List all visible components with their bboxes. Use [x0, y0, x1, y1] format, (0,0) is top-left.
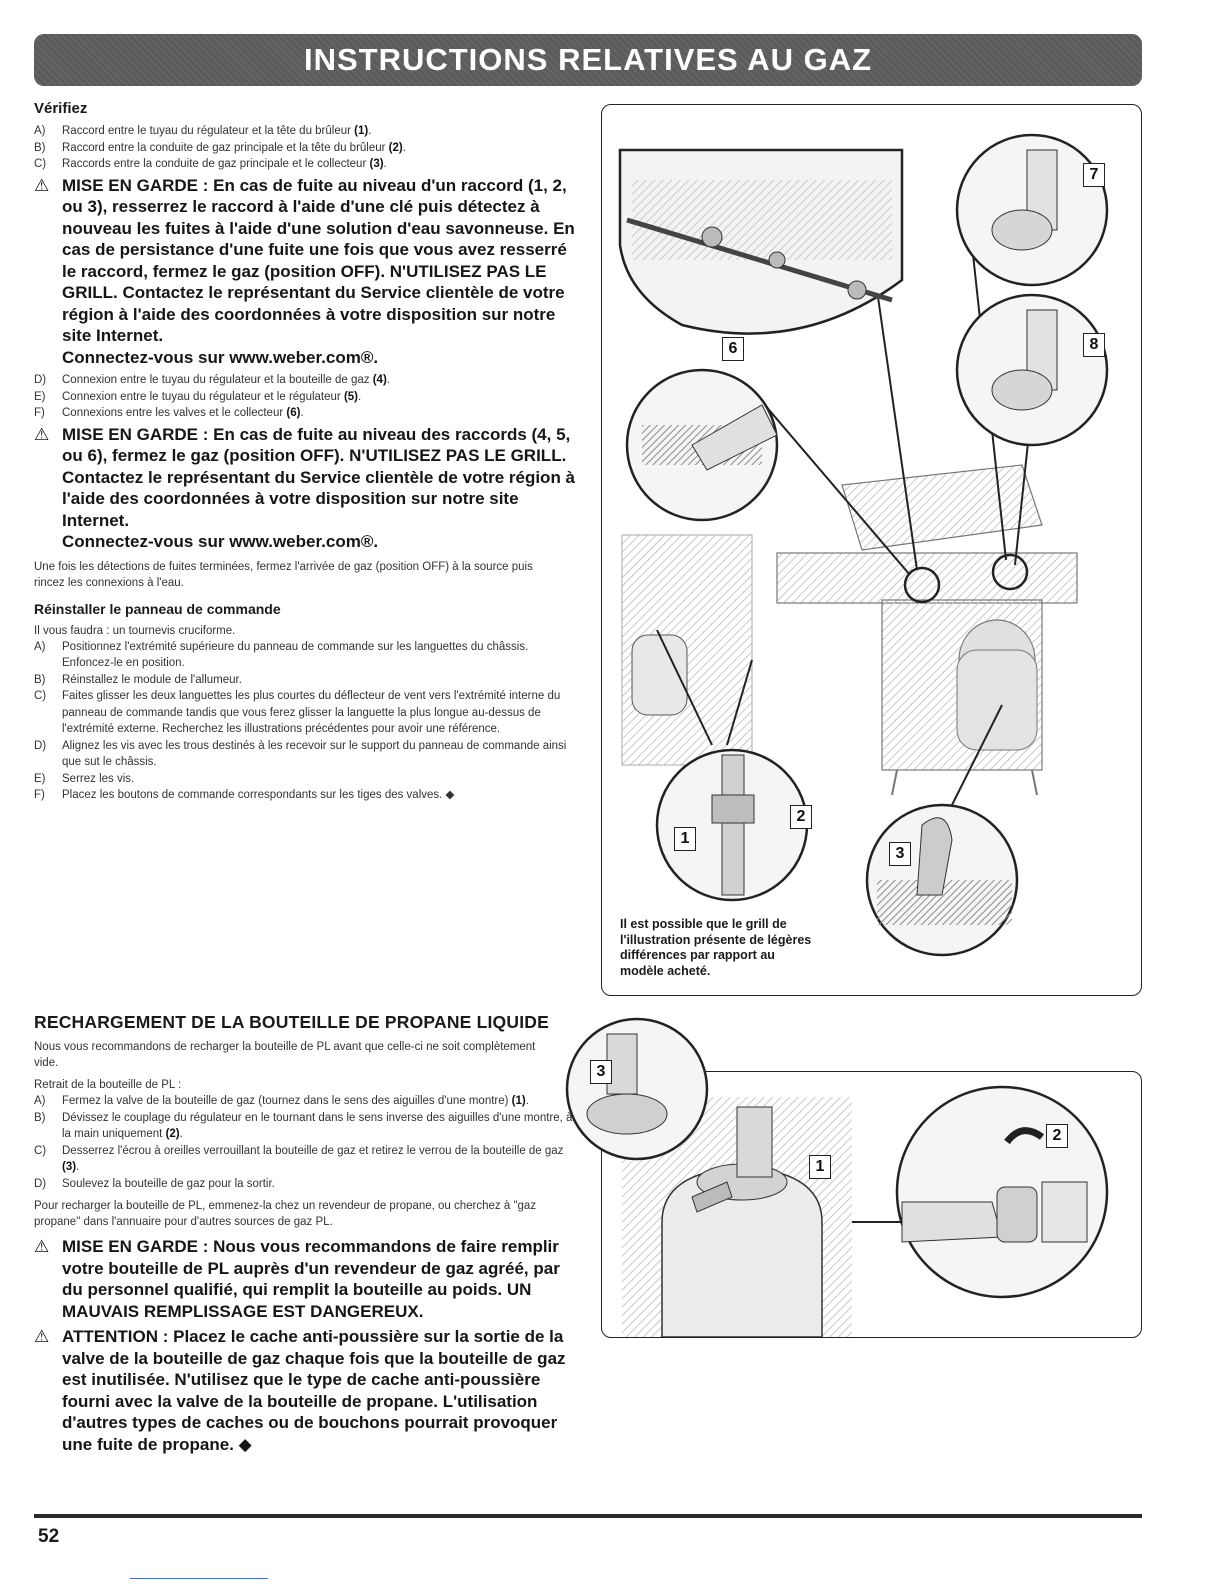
attention-text: ATTENTION : Placez le cache anti-poussière sur la sortie de la valve de la bouteille de gaz chaque fois que la bouteille de gaz est inutilisée. N'utilisez que le type de cache anti-poussière fourni avec la valve de la bouteille de propane. L'utilisation d'autres types de caches ou de bouchons pourrait provoquer une fuite de propane. ◆ — [62, 1327, 566, 1454]
item-letter: E) — [34, 390, 46, 403]
detail-circle-manifold-connection — [867, 805, 1017, 955]
warning-icon: ⚠ — [34, 1327, 50, 1346]
weber-link[interactable]: Connectez-vous sur www.weber.com®. — [62, 532, 379, 551]
reinstall-intro: Il vous faudra : un tournevis cruciforme. — [34, 624, 236, 637]
list-item — [34, 140, 582, 157]
item-letter: D) — [34, 374, 47, 386]
item-letter: B) — [34, 673, 46, 686]
item-ref: (1) — [354, 125, 369, 137]
after-check-text: Une fois les détections de fuites terminées, fermez l'arrivée de gaz (position OFF) à la source puis rincez les connexions à l'eau. — [34, 560, 533, 589]
dealer-text: Pour recharger la bouteille de PL, emmenez-la chez un revendeur de propane, ou cherchez à "gaz propane" dans l'annuaire pour d'autres sources de gaz PL. — [34, 1200, 537, 1228]
warning-block-1 — [34, 175, 577, 369]
item-letter: D) — [34, 1177, 47, 1190]
callout-1-bottom: 1 — [809, 1155, 831, 1179]
item-letter: A) — [34, 640, 46, 653]
figure-caption: Il est possible que le grill de l'illustration présente de légères différences par rapport au modèle acheté. — [620, 917, 812, 978]
warning-icon: ⚠ — [34, 175, 50, 195]
item-text: Serrez les vis. — [62, 772, 135, 785]
item-letter: F) — [34, 407, 45, 419]
leak-check-figure — [601, 104, 1142, 996]
item-letter: C) — [34, 690, 47, 702]
detail-circle-hose-connection — [657, 750, 807, 900]
callout-6: 6 — [722, 337, 744, 361]
item-ref: (5) — [343, 390, 358, 403]
warning-text: MISE EN GARDE : En cas de fuite au niveau d'un raccord (1, 2, ou 3), resserrez le raccord à l'aide d'une clé puis détectez à nouveau les fuites à l'aide d'une solution d'eau savonneuse. En cas de persistance d'une fuite une fois que vous avez resserré le raccord, fermez le gaz (position OFF). N'UTILISEZ PAS LE GRILL. Contactez le représentant du Service clientèle de votre région à l'aide des coordonnées à votre disposition sur notre site Internet. — [62, 175, 575, 345]
item-text: Connexion entre le tuyau du régulateur et le régulateur — [62, 390, 344, 403]
item-end: . — [300, 407, 304, 419]
reinstall-list — [34, 639, 574, 804]
item-end: . — [358, 390, 362, 403]
removal-heading: Retrait de la bouteille de PL : — [34, 1079, 182, 1091]
item-end: . — [386, 374, 390, 386]
item-letter: B) — [34, 141, 46, 154]
list-item — [34, 688, 574, 738]
refill-section — [34, 1012, 579, 1459]
item-end: . — [368, 125, 372, 137]
list-item — [34, 372, 582, 389]
item-text: Desserrez l'écrou à oreilles verrouillant la bouteille de gaz et retirez le verrou de la bouteille de gaz — [62, 1144, 564, 1157]
item-letter: C) — [34, 1144, 47, 1157]
item-letter: E) — [34, 772, 46, 785]
list-item — [34, 405, 582, 422]
item-text: Raccord entre la conduite de gaz principale et la tête du brûleur — [62, 141, 389, 154]
item-letter: D) — [34, 739, 47, 752]
removal-list — [34, 1093, 579, 1192]
footer-rule — [34, 1514, 1142, 1518]
reinstall-heading: Réinstaller le panneau de commande — [34, 600, 281, 617]
page-number: 52 — [38, 1526, 60, 1547]
check-list-b — [34, 372, 582, 422]
list-item — [34, 738, 574, 771]
callout-2: 2 — [790, 805, 812, 829]
item-text: Connexions entre les valves et le collecteur — [62, 407, 287, 419]
detail-circle-tank-lock — [562, 1014, 712, 1164]
item-letter: A) — [34, 125, 46, 137]
warning-icon: ⚠ — [34, 424, 50, 444]
item-end: . — [179, 1128, 183, 1140]
list-item — [34, 1176, 579, 1193]
refill-intro: Nous vous recommandons de recharger la bouteille de PL avant que celle-ci ne soit complètement vide. — [34, 1041, 536, 1069]
list-item — [34, 672, 574, 689]
warning-text: MISE EN GARDE : Nous vous recommandons de faire remplir votre bouteille de PL auprès d'un revendeur de gaz agréé, par du personnel qualifié, qui remplit la bouteille au poids. UN MAUVAIS REMPLISSAGE EST DANGEREUX. — [62, 1237, 560, 1321]
check-list-a — [34, 123, 582, 173]
callout-3: 3 — [889, 842, 911, 866]
callout-2-bottom: 2 — [1046, 1124, 1068, 1148]
item-ref: (6) — [286, 407, 301, 419]
warning-icon: ⚠ — [34, 1237, 50, 1256]
detail-circle-manifold — [627, 370, 777, 520]
list-item — [34, 1110, 579, 1143]
item-letter: F) — [34, 789, 45, 801]
callout-1: 1 — [674, 827, 696, 851]
refill-warning — [34, 1236, 582, 1322]
item-letter: B) — [34, 1111, 46, 1124]
item-text: Raccords entre la conduite de gaz principale et le collecteur — [62, 158, 370, 170]
page-title: INSTRUCTIONS RELATIVES AU GAZ — [303, 42, 873, 77]
item-text: Faites glisser les deux languettes les plus courtes du déflecteur de vent vers l'extrémité interne du panneau de commande tandis que vous ferez glisser la languette la plus longue au-dessus de l'extrémité externe. Recherchez les illustrations précédentes pour avoir une référence. — [62, 690, 561, 735]
page-title-banner — [34, 34, 1142, 86]
callout-7: 7 — [1083, 163, 1105, 187]
bottom-blue-line — [130, 1578, 268, 1579]
item-text: Connexion entre le tuyau du régulateur et la bouteille de gaz — [62, 374, 373, 386]
list-item — [34, 1143, 579, 1176]
list-item — [34, 156, 582, 173]
item-ref: (2) — [165, 1128, 180, 1140]
item-text: Soulevez la bouteille de gaz pour la sortir. — [62, 1177, 275, 1190]
list-item — [34, 123, 582, 140]
item-ref: (1) — [511, 1095, 526, 1107]
detail-circle-tank-regulator — [957, 295, 1107, 445]
detail-circle-burners — [620, 150, 902, 334]
item-ref: (4) — [372, 374, 387, 386]
item-end: . — [402, 141, 406, 154]
item-text: Placez les boutons de commande correspondants sur les tiges des valves. ◆ — [62, 789, 455, 801]
item-ref: (3) — [62, 1161, 77, 1173]
callout-3-bottom: 3 — [590, 1060, 612, 1084]
list-item — [34, 389, 582, 406]
item-ref: (2) — [388, 141, 403, 154]
item-text: Positionnez l'extrémité supérieure du panneau de commande sur les languettes du châssis. Enfoncez-le en position. — [62, 640, 529, 669]
item-ref: (3) — [369, 158, 384, 170]
item-text: Raccord entre le tuyau du régulateur et la tête du brûleur — [62, 125, 355, 137]
item-end: . — [525, 1095, 529, 1107]
grill-illustration — [602, 105, 1141, 995]
tank-removal-figure — [596, 1063, 1142, 1338]
list-item — [34, 639, 574, 672]
item-end: . — [383, 158, 387, 170]
warning-text: MISE EN GARDE : En cas de fuite au niveau des raccords (4, 5, ou 6), fermez le gaz (position OFF). N'UTILISEZ PAS LE GRILL. Contactez le représentant du Service clientèle de votre région à l'aide des coordonnées à votre disposition sur notre site Internet. — [62, 424, 576, 530]
leak-check-section — [34, 100, 582, 804]
refill-title: RECHARGEMENT DE LA BOUTEILLE DE PROPANE LIQUIDE — [34, 1012, 549, 1032]
list-item — [34, 787, 574, 804]
list-item — [34, 771, 574, 788]
item-end: . — [76, 1161, 80, 1173]
item-text: Dévissez le couplage du régulateur en le tournant dans le sens inverse des aiguilles d'une montre, à la main uniquement — [62, 1111, 573, 1140]
item-text: Réinstallez le module de l'allumeur. — [62, 673, 242, 686]
item-text: Alignez les vis avec les trous destinés à les recevoir sur le support du panneau de commande ainsi que sut le châssis. — [62, 739, 567, 768]
refill-attention — [34, 1326, 592, 1455]
item-letter: C) — [34, 158, 47, 170]
item-letter: A) — [34, 1095, 46, 1107]
item-text: Fermez la valve de la bouteille de gaz (tournez dans le sens des aiguilles d'une montre) — [62, 1095, 512, 1107]
warning-block-2 — [34, 424, 587, 553]
list-item — [34, 1093, 579, 1110]
check-heading: Vérifiez — [34, 100, 88, 117]
detail-circle-tank-top — [957, 135, 1107, 285]
weber-link[interactable]: Connectez-vous sur www.weber.com®. — [62, 347, 379, 367]
callout-8: 8 — [1083, 333, 1105, 357]
